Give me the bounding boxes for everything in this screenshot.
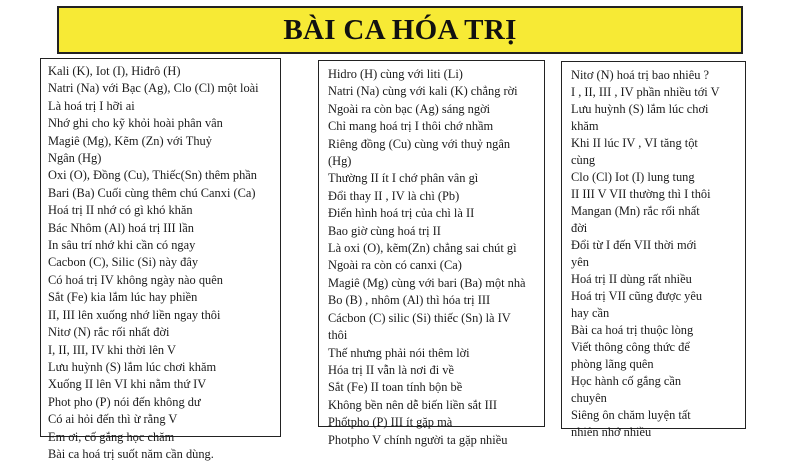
poem-line: Là oxi (O), kẽm(Zn) chẳng sai chút gì bbox=[328, 241, 517, 256]
poem-line: I, II, III, IV khi thời lên V bbox=[48, 342, 176, 357]
poem-line: Học hành cố gắng cần bbox=[571, 374, 682, 388]
poem-line: Có hoá trị IV không ngày nào quên bbox=[48, 272, 223, 287]
poem-line: Mangan (Mn) rắc rối nhất bbox=[571, 204, 700, 218]
poem-line: Ngân (Hg) bbox=[48, 151, 102, 166]
poem-column-1 bbox=[40, 58, 281, 461]
poem-line: cùng bbox=[571, 153, 596, 167]
poem-line: Hoá trị II nhớ có gì khó khăn bbox=[48, 203, 193, 218]
poem-line: Bài ca hoá trị suốt năm cần dùng. bbox=[48, 446, 214, 461]
poem-line: Oxi (O), Đồng (Cu), Thiếc(Sn) thêm phần bbox=[48, 168, 257, 183]
poem-line: Xuống II lên VI khi nằm thứ IV bbox=[48, 377, 207, 392]
poem-line: Nitơ (N) rắc rối nhất đời bbox=[48, 325, 170, 340]
poem-column-2 bbox=[318, 60, 545, 447]
poem-line: Thế nhưng phải nói thêm lời bbox=[328, 345, 470, 360]
poem-line: Thường II ít I chớ phân vân gì bbox=[328, 171, 479, 186]
poem-line: Cacbon (C), Silic (Si) này đây bbox=[48, 255, 199, 270]
poem-line: Viết thông công thức để bbox=[571, 340, 690, 354]
poem-line: II III V VII thường thì I thôi bbox=[571, 187, 711, 201]
poem-line: Điển hình hoá trị của chì là II bbox=[328, 206, 475, 221]
poem-line: nhiên nhớ nhiều bbox=[571, 425, 652, 439]
poem-line: Đổi thay II , IV là chì (Pb) bbox=[328, 188, 460, 203]
poem-line: chuyên bbox=[571, 391, 607, 405]
poem-line: hay cần bbox=[571, 306, 610, 320]
poem-line: khăm bbox=[571, 119, 599, 133]
poem-line: In sâu trí nhớ khi cần có ngay bbox=[48, 238, 196, 253]
poem-line: Bao giờ cùng hoá trị II bbox=[328, 223, 441, 238]
poem-line: Em ơi, cố gắng học chăm bbox=[48, 429, 175, 444]
poem-line: Không bền nên dễ biến liền sắt III bbox=[328, 397, 497, 412]
poem-line: Phot pho (P) nói đến không dư bbox=[48, 394, 201, 409]
poem-line: Lưu huỳnh (S) lắm lúc chơi khăm bbox=[48, 359, 217, 374]
poem-line: Hoá trị II dùng rất nhiều bbox=[571, 272, 692, 286]
poem-line: Có ai hỏi đến thì ừ rằng V bbox=[48, 412, 178, 427]
poem-line: Riêng đồng (Cu) cùng với thuỷ ngân bbox=[328, 136, 511, 151]
poem-line: Magiê (Mg), Kẽm (Zn) với Thuỷ bbox=[48, 133, 212, 148]
poem-line: Chỉ mang hoá trị I thôi chớ nhầm bbox=[328, 119, 494, 134]
poem-line: Magiê (Mg) cùng với bari (Ba) một nhà bbox=[328, 275, 526, 290]
poem-line: Cácbon (C) silic (Si) thiếc (Sn) là IV bbox=[328, 310, 511, 325]
poem-line: yên bbox=[571, 255, 589, 269]
poem-line: Nitơ (N) hoá trị bao nhiêu ? bbox=[571, 68, 709, 82]
poem-line: Bari (Ba) Cuối cùng thêm chú Canxi (Ca) bbox=[48, 185, 256, 200]
poem-line: (Hg) bbox=[328, 154, 352, 169]
poem-line: Sắt (Fe) kia lắm lúc hay phiền bbox=[48, 290, 198, 305]
poem-line: Khi II lúc IV , VI tăng tột bbox=[571, 136, 698, 150]
poem-line: Bài ca hoá trị thuộc lòng bbox=[571, 323, 694, 337]
poem-line: Phốtpho (P) III ít gặp mà bbox=[328, 415, 453, 430]
poem-line: Bo (B) , nhôm (Al) thì hóa trị III bbox=[328, 293, 491, 308]
poem-line: đời bbox=[571, 221, 588, 235]
poem-line: Bác Nhôm (Al) hoá trị III lần bbox=[48, 220, 194, 235]
poem-line: Hóa trị II vẫn là nơi đi về bbox=[328, 362, 454, 377]
poem-line: Lưu huỳnh (S) lắm lúc chơi bbox=[571, 102, 709, 116]
poem-line: Photpho V chính người ta gặp nhiều bbox=[328, 432, 508, 447]
poem-line: Nhớ ghi cho kỹ khỏi hoài phân vân bbox=[48, 116, 223, 131]
poem-line: Đổi từ I đến VII thời mới bbox=[571, 238, 697, 252]
poem-line: Natri (Na) cùng với kali (K) chẳng rời bbox=[328, 84, 518, 99]
poem-line: Kali (K), Iot (I), Hiđrô (H) bbox=[48, 64, 181, 78]
poem-column-3 bbox=[561, 61, 746, 439]
poem-line: thôi bbox=[328, 328, 348, 343]
poem-line: phòng lãng quên bbox=[571, 357, 654, 371]
poem-line: Clo (Cl) Iot (I) lung tung bbox=[571, 170, 695, 184]
poem-line: Sắt (Fe) II toan tính bộn bề bbox=[328, 380, 463, 395]
poem-line: Natri (Na) với Bạc (Ag), Clo (Cl) một loài bbox=[48, 81, 259, 96]
poem-line: Siêng ôn chăm luyện tất bbox=[571, 408, 691, 422]
title-banner bbox=[57, 6, 743, 54]
poem-line: I , II, III , IV phần nhiều tới V bbox=[571, 85, 720, 99]
poem-line: Ngoài ra còn có canxi (Ca) bbox=[328, 258, 462, 273]
poem-line: Hidro (H) cùng với liti (Li) bbox=[328, 67, 463, 81]
poem-line: II, III lên xuống nhớ liền ngay thôi bbox=[48, 307, 221, 322]
page-title: BÀI CA HÓA TRỊ bbox=[283, 13, 517, 46]
poem-line: Hoá trị VII cũng được yêu bbox=[571, 289, 703, 303]
poem-line: Là hoá trị I hỡi ai bbox=[48, 98, 135, 113]
poem-line: Ngoài ra còn bạc (Ag) sáng ngời bbox=[328, 101, 491, 116]
